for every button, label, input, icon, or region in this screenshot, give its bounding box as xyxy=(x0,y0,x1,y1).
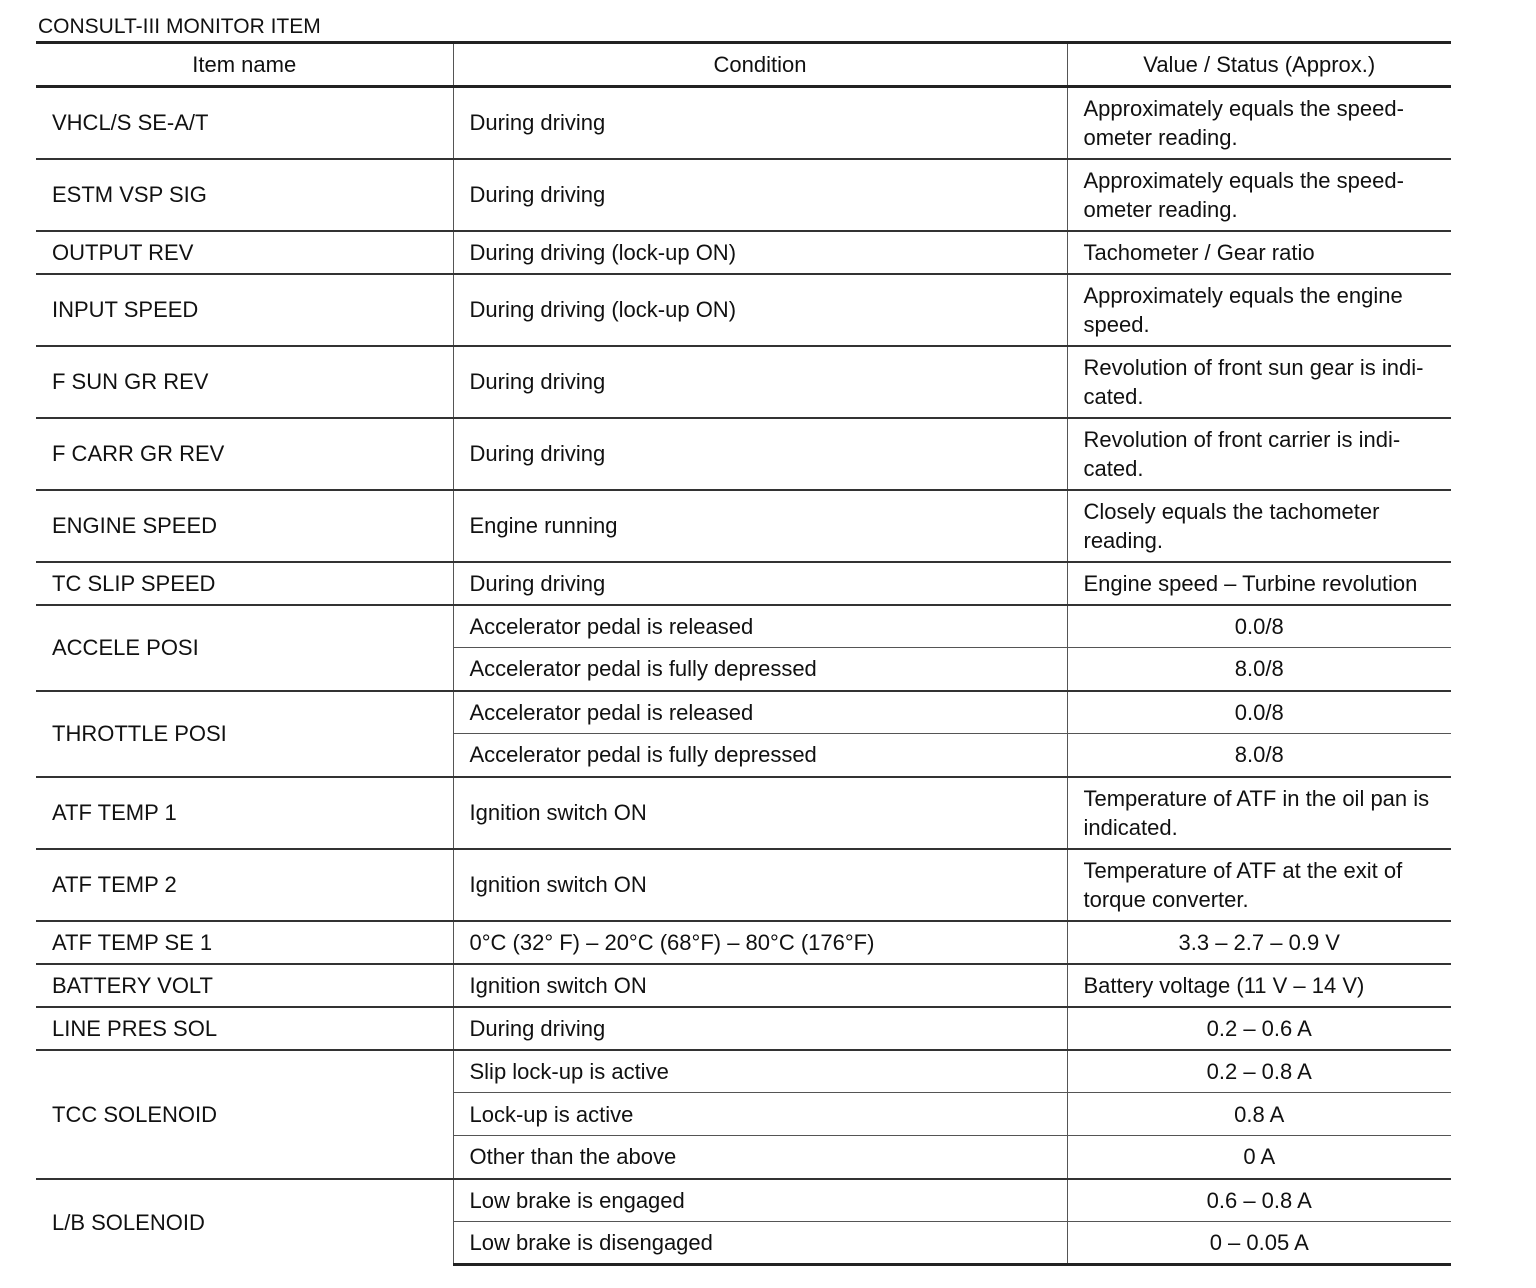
item-name-cell: ATF TEMP 1 xyxy=(36,777,453,849)
table-row xyxy=(36,849,1451,921)
table-row xyxy=(36,231,1451,274)
value-status-cell: Tachometer / Gear ratio xyxy=(1067,231,1451,274)
value-status-cell: 0.2 – 0.6 A xyxy=(1067,1007,1451,1050)
condition-cell: Ignition switch ON xyxy=(453,777,1067,849)
table-row xyxy=(36,418,1451,490)
value-status-cell: 8.0/8 xyxy=(1067,648,1451,691)
table-body xyxy=(36,87,1451,1265)
value-status-cell: 3.3 – 2.7 – 0.9 V xyxy=(1067,921,1451,964)
item-name-cell: OUTPUT REV xyxy=(36,231,453,274)
value-status-cell: Revolution of front sun gear is indi- cated. xyxy=(1067,346,1451,418)
item-name-cell: ENGINE SPEED xyxy=(36,490,453,562)
value-status-cell: 0.6 – 0.8 A xyxy=(1067,1179,1451,1222)
table-row xyxy=(36,691,1451,734)
value-status-cell: Temperature of ATF at the exit of torque converter. xyxy=(1067,849,1451,921)
item-name-cell: TCC SOLENOID xyxy=(36,1050,453,1179)
value-status-cell: Approximately equals the speed- ometer reading. xyxy=(1067,159,1451,231)
condition-cell: Engine running xyxy=(453,490,1067,562)
value-status-cell: 0.0/8 xyxy=(1067,605,1451,648)
item-name-cell: LINE PRES SOL xyxy=(36,1007,453,1050)
condition-cell: During driving (lock-up ON) xyxy=(453,231,1067,274)
condition-cell: Lock-up is active xyxy=(453,1093,1067,1136)
item-name-cell: L/B SOLENOID xyxy=(36,1179,453,1265)
column-header-condition: Condition xyxy=(453,43,1067,87)
condition-cell: During driving xyxy=(453,346,1067,418)
item-name-cell: ATF TEMP SE 1 xyxy=(36,921,453,964)
header-row xyxy=(36,43,1451,87)
item-name-cell: THROTTLE POSI xyxy=(36,691,453,777)
item-name-cell: TC SLIP SPEED xyxy=(36,562,453,605)
condition-cell: During driving (lock-up ON) xyxy=(453,274,1067,346)
value-status-cell: Approximately equals the speed- ometer reading. xyxy=(1067,87,1451,159)
condition-cell: Slip lock-up is active xyxy=(453,1050,1067,1093)
table-row xyxy=(36,346,1451,418)
table-row xyxy=(36,1050,1451,1093)
table-row xyxy=(36,87,1451,159)
table-row xyxy=(36,605,1451,648)
table-row xyxy=(36,1179,1451,1222)
item-name-cell: BATTERY VOLT xyxy=(36,964,453,1007)
condition-cell: Low brake is disengaged xyxy=(453,1222,1067,1265)
value-status-cell: 8.0/8 xyxy=(1067,734,1451,777)
condition-cell: Accelerator pedal is fully depressed xyxy=(453,648,1067,691)
column-header-item-name: Item name xyxy=(36,43,453,87)
table-row xyxy=(36,490,1451,562)
column-header-value-status: Value / Status (Approx.) xyxy=(1067,43,1451,87)
condition-cell: Low brake is engaged xyxy=(453,1179,1067,1222)
monitor-item-table xyxy=(36,41,1451,1266)
item-name-cell: ESTM VSP SIG xyxy=(36,159,453,231)
value-status-cell: 0 A xyxy=(1067,1136,1451,1179)
item-name-cell: ATF TEMP 2 xyxy=(36,849,453,921)
value-status-cell: Engine speed – Turbine revolution xyxy=(1067,562,1451,605)
condition-cell: Accelerator pedal is fully depressed xyxy=(453,734,1067,777)
condition-cell: During driving xyxy=(453,418,1067,490)
table-row xyxy=(36,921,1451,964)
value-status-cell: 0 – 0.05 A xyxy=(1067,1222,1451,1265)
page-title: CONSULT-III MONITOR ITEM xyxy=(38,15,321,38)
condition-cell: Accelerator pedal is released xyxy=(453,605,1067,648)
value-status-cell: Temperature of ATF in the oil pan is indicated. xyxy=(1067,777,1451,849)
table-row xyxy=(36,1007,1451,1050)
table-row xyxy=(36,274,1451,346)
table-row xyxy=(36,562,1451,605)
value-status-cell: 0.8 A xyxy=(1067,1093,1451,1136)
condition-cell: Ignition switch ON xyxy=(453,849,1067,921)
table-row xyxy=(36,964,1451,1007)
value-status-cell: 0.0/8 xyxy=(1067,691,1451,734)
item-name-cell: INPUT SPEED xyxy=(36,274,453,346)
item-name-cell: F SUN GR REV xyxy=(36,346,453,418)
value-status-cell: 0.2 – 0.8 A xyxy=(1067,1050,1451,1093)
value-status-cell: Approximately equals the engine speed. xyxy=(1067,274,1451,346)
condition-cell: During driving xyxy=(453,87,1067,159)
condition-cell: During driving xyxy=(453,159,1067,231)
item-name-cell: F CARR GR REV xyxy=(36,418,453,490)
item-name-cell: VHCL/S SE-A/T xyxy=(36,87,453,159)
table-row xyxy=(36,777,1451,849)
condition-cell: Accelerator pedal is released xyxy=(453,691,1067,734)
condition-cell: During driving xyxy=(453,562,1067,605)
condition-cell: 0°C (32° F) – 20°C (68°F) – 80°C (176°F) xyxy=(453,921,1067,964)
value-status-cell: Closely equals the tachometer reading. xyxy=(1067,490,1451,562)
item-name-cell: ACCELE POSI xyxy=(36,605,453,691)
condition-cell: Other than the above xyxy=(453,1136,1067,1179)
table-row xyxy=(36,159,1451,231)
condition-cell: During driving xyxy=(453,1007,1067,1050)
value-status-cell: Battery voltage (11 V – 14 V) xyxy=(1067,964,1451,1007)
condition-cell: Ignition switch ON xyxy=(453,964,1067,1007)
value-status-cell: Revolution of front carrier is indi- cated. xyxy=(1067,418,1451,490)
